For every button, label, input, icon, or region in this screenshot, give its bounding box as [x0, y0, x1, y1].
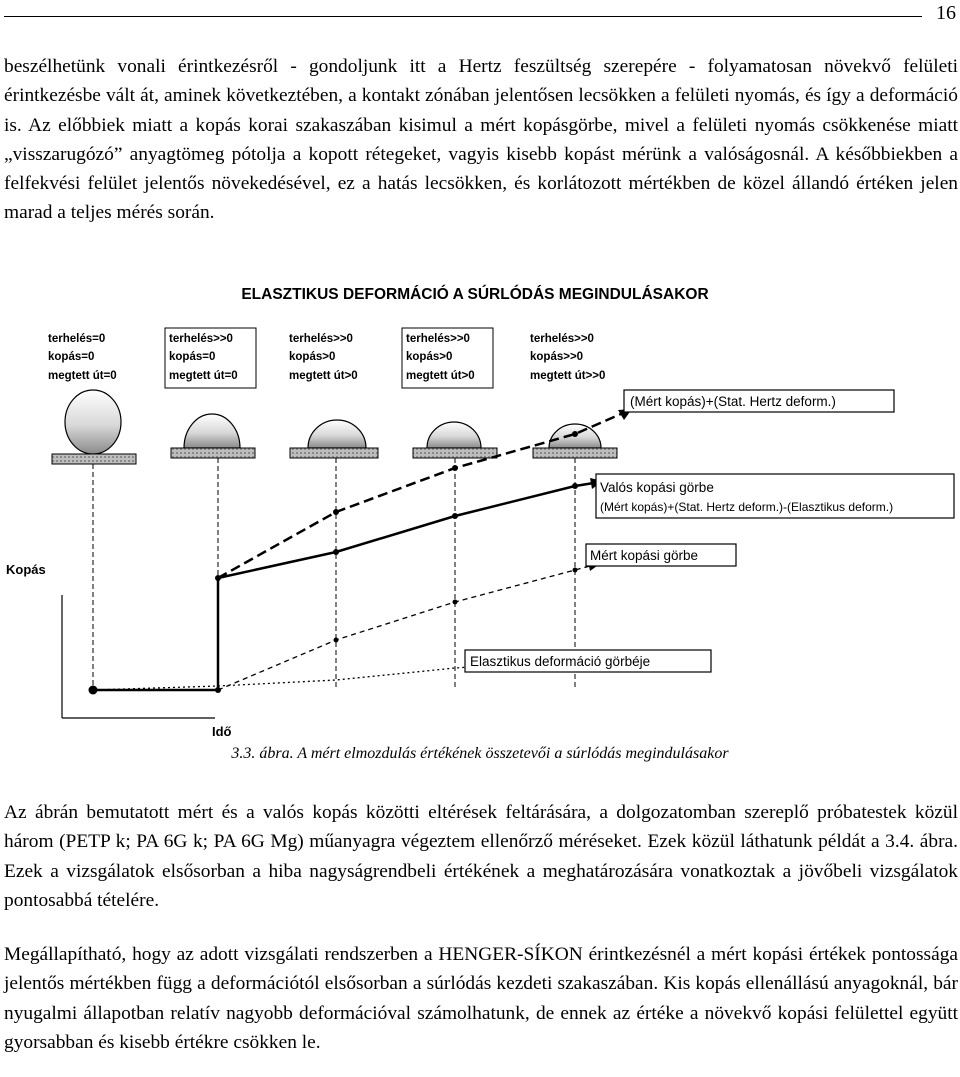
specimen-ball-2 [184, 414, 240, 448]
stage-label-1 [48, 333, 117, 382]
stage-5-path: megtett út>>0 [530, 370, 606, 382]
stage-2-load: terhelés>>0 [169, 333, 233, 345]
axes [62, 595, 215, 718]
paragraph-intro: beszélhetünk vonali érintkezésről - gondoljunk itt a Hertz feszültség szerepére - folyamatosan növekvő felületi érintkezésbe vált át, aminek következtében, a kontakt zónában jelentősen lecsökken a felületi nyomás, és így a deformáció is. Az előbbiek miatt a kopás korai szakaszában kisimul a mért kopásgörbe, mivel a felületi nyomás csökkenése miatt „visszarugózó” anyagtömeg pótolja a kopott rétegeket, vagyis kisebb kopást mérünk a valóságosnál. A későbbiekben a felfekvési felület jelentős növekedésével, ez a hatás lecsökken, és korlátozott mértékben de közel állandó értéken jelen marad a teljes mérés során. [4, 56, 958, 224]
paragraph-body-1: Az ábrán bemutatott mért és a valós kopás közötti eltérések feltárására, a dolgozatomban szereplő próbatestek közül három (PETP k; PA 6G k; PA 6G Mg) műanyagra végeztem ellenőrző méréseket. Ezek közül láthatunk példát a 3.4. ábra. Ezek a vizsgálatok elsősorban a hiba nagyságrendbeli értékének a meghatározására vonatkoztak a jövőbeli vizsgálatok pontosabbá tételére. [4, 802, 958, 911]
label-elastic-text: Elasztikus deformáció görbéje [470, 654, 651, 669]
specimen-ball-1 [65, 390, 121, 454]
curve-initial-step [93, 578, 218, 690]
stage-label-4 [402, 328, 493, 388]
figure-elastic-deformation [0, 272, 960, 748]
stage-label-3 [289, 333, 358, 382]
stage-3-wear: kopás>0 [289, 351, 336, 363]
stage-label-5 [530, 333, 605, 382]
specimen-ball-3 [308, 420, 366, 448]
label-real-sub: (Mért kopás)+(Stat. Hertz deform.)-(Elasztikus deform.) [600, 500, 894, 514]
stage-3-path: megtett út>0 [289, 370, 358, 382]
page-number: 16 [936, 2, 956, 24]
specimen-ball-4 [427, 422, 481, 448]
paragraph-body-2: Megállapítható, hogy az adott vizsgálati rendszerben a HENGER-SÍKON érintkezésnél a mért kopási értékek pontossága jelentős mértékben függ a deformációtól elsősorban a súrlódás kezdeti szakaszában. Kis kopás ellenállású anyagoknál, bár nyugalmi állapotban relatív nagyobb deformációval számolhatunk, de ennek az értéke a növekvő kopási felülettel együtt gyorsabban és kisebb értékre csökken le. [4, 944, 958, 1053]
label-box-total [624, 390, 894, 412]
stage-1-wear: kopás=0 [48, 351, 95, 363]
base-plate-4 [413, 448, 497, 458]
label-real-title: Valós kopási görbe [600, 480, 714, 495]
stage-2-wear: kopás=0 [169, 351, 216, 363]
stage-1-path: megtett út=0 [48, 370, 117, 382]
label-total-text: (Mért kopás)+(Stat. Hertz deform.) [630, 394, 836, 409]
label-box-elastic [465, 650, 711, 672]
curve-total [218, 410, 630, 578]
stage-5-wear: kopás>>0 [530, 351, 584, 363]
stage-4-wear: kopás>0 [406, 351, 453, 363]
y-axis-label: Kopás [6, 562, 46, 577]
figure-caption: 3.3. ábra. A mért elmozdulás értékének összetevői a súrlódás megindulásakor [231, 745, 729, 762]
header-rule [4, 16, 922, 17]
stage-label-2 [165, 328, 256, 388]
stage-3-load: terhelés>>0 [289, 333, 353, 345]
base-plate-2 [171, 448, 255, 458]
stage-4-path: megtett út>0 [406, 370, 475, 382]
curve-real-wear [218, 482, 600, 578]
stage-5-load: terhelés>>0 [530, 333, 594, 345]
label-box-measured [586, 544, 736, 566]
figure-title: ELASZTIKUS DEFORMÁCIÓ A SÚRLÓDÁS MEGINDULÁSAKOR [241, 286, 709, 303]
stage-4-load: terhelés>>0 [406, 333, 470, 345]
x-axis-label: Idő [212, 724, 232, 739]
base-plate-1 [52, 454, 136, 464]
stage-1-load: terhelés=0 [48, 333, 106, 345]
base-plate-5 [533, 448, 617, 458]
label-measured-text: Mért kopási görbe [590, 548, 699, 563]
stage-2-path: megtett út=0 [169, 370, 238, 382]
base-plate-3 [290, 448, 378, 458]
label-box-real [596, 474, 954, 518]
